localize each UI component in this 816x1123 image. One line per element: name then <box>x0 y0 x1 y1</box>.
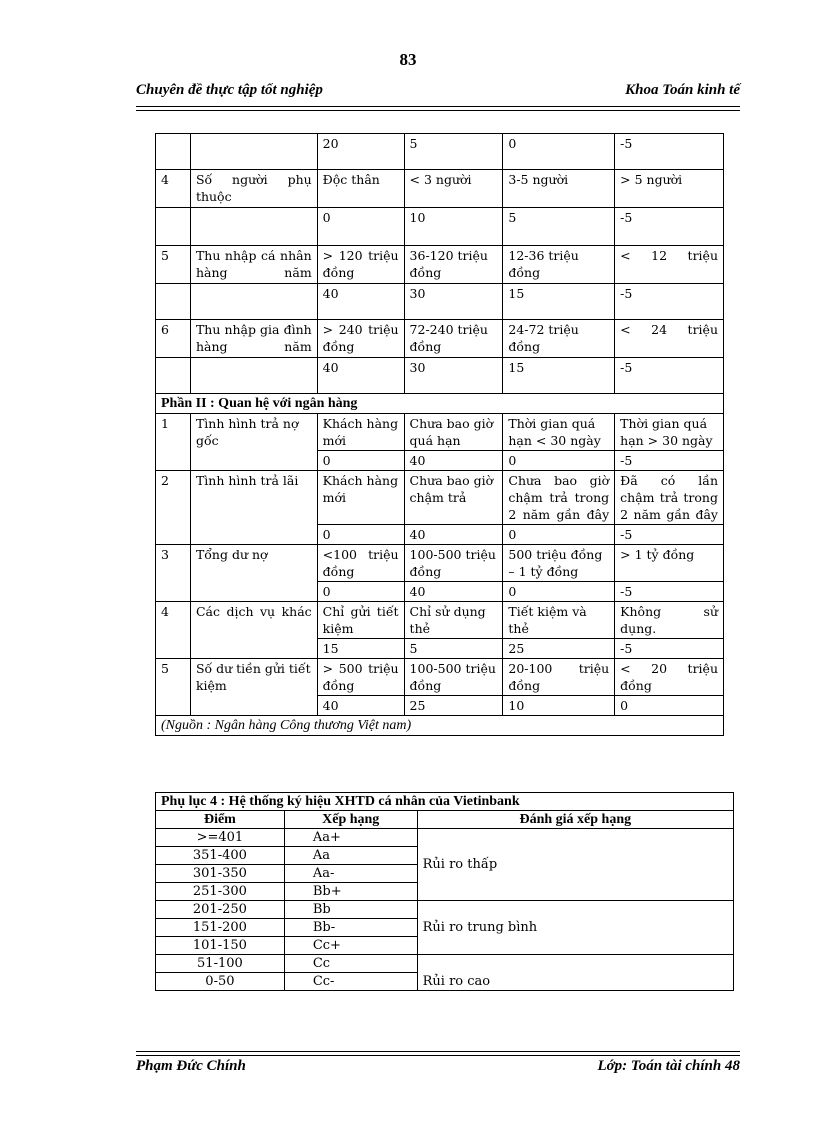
criterion-cell: Các dịch vụ khác <box>190 602 317 659</box>
criterion-cell: Số người phụ thuộc <box>190 170 317 208</box>
criterion-cell: Thu nhập gia đình hàng năm <box>190 320 317 358</box>
score-cell: 40 <box>317 696 404 716</box>
cell <box>190 208 317 246</box>
cell: > 1 tỷ đồng <box>615 545 724 582</box>
rank-cell: Cc+ <box>284 937 417 955</box>
score-cell: 0 <box>615 696 724 716</box>
page-footer <box>136 1058 740 1080</box>
cell: Độc thân <box>317 170 404 208</box>
score-cell: 201-250 <box>156 901 285 919</box>
table-row <box>156 659 724 696</box>
cell: 5 <box>404 134 503 170</box>
score-cell: 151-200 <box>156 919 285 937</box>
cell: < 12 triệu <box>615 246 724 284</box>
row-number: 4 <box>156 170 191 208</box>
score-cell: 30 <box>404 358 503 394</box>
cell: 100-500 triệu đồng <box>404 545 503 582</box>
cell: Không sử dụng. <box>615 602 724 639</box>
footer-rule <box>136 1051 740 1052</box>
score-cell: 301-350 <box>156 865 285 883</box>
criterion-cell: Tổng dư nợ <box>190 545 317 602</box>
criterion-cell <box>190 134 317 170</box>
risk-cell: Rủi ro trung bình <box>417 901 733 955</box>
cell: 20-100 triệu đồng <box>503 659 615 696</box>
risk-cell: Rủi ro thấp <box>417 829 733 901</box>
score-cell: 10 <box>404 208 503 246</box>
row-number: 1 <box>156 414 191 471</box>
cell: > 120 triệu đồng <box>317 246 404 284</box>
score-cell: 351-400 <box>156 847 285 865</box>
header-right: Khoa Toán kinh tế <box>625 82 740 98</box>
score-cell: -5 <box>615 208 724 246</box>
header-rule <box>136 106 740 107</box>
column-header-score: Điểm <box>156 811 285 829</box>
rank-cell: Cc- <box>284 973 417 991</box>
cell: < 3 người <box>404 170 503 208</box>
score-cell: 25 <box>503 639 615 659</box>
score-cell: 30 <box>404 284 503 320</box>
table-row <box>156 358 724 394</box>
score-cell: 0 <box>317 525 404 545</box>
row-number: 3 <box>156 545 191 602</box>
cell <box>190 284 317 320</box>
table-row <box>156 602 724 639</box>
score-cell: 0 <box>503 582 615 602</box>
cell: Tiết kiệm và thẻ <box>503 602 615 639</box>
header-left: Chuyên đề thực tập tốt nghiệp <box>136 82 323 98</box>
rating-table <box>155 792 734 991</box>
score-cell: 51-100 <box>156 955 285 973</box>
scoring-table <box>155 133 724 736</box>
score-cell: 5 <box>503 208 615 246</box>
rank-cell: Bb- <box>284 919 417 937</box>
criterion-cell: Tình hình trả nợ gốc <box>190 414 317 471</box>
score-cell: 10 <box>503 696 615 716</box>
source-note: (Nguồn : Ngân hàng Công thương Việt nam) <box>156 716 724 736</box>
row-number: 6 <box>156 320 191 358</box>
column-header-rank: Xếp hạng <box>284 811 417 829</box>
score-cell: 40 <box>404 582 503 602</box>
cell: < 20 triệu đồng <box>615 659 724 696</box>
row-number: 4 <box>156 602 191 659</box>
source-row <box>156 716 724 736</box>
cell: > 500 triệu đồng <box>317 659 404 696</box>
score-cell: 40 <box>404 451 503 471</box>
risk-cell: Rủi ro cao <box>417 955 733 991</box>
cell: Chưa bao giờ chậm trả <box>404 471 503 525</box>
row-number: 5 <box>156 246 191 284</box>
cell: 24-72 triệu đồng <box>503 320 615 358</box>
cell: Khách hàng mới <box>317 471 404 525</box>
score-cell: -5 <box>615 639 724 659</box>
row-number: 2 <box>156 471 191 545</box>
cell: 100-500 triệu đồng <box>404 659 503 696</box>
rank-cell: Bb <box>284 901 417 919</box>
title-row <box>156 793 734 811</box>
table-row <box>156 829 734 847</box>
cell: <100 triệu đồng <box>317 545 404 582</box>
score-cell: 0-50 <box>156 973 285 991</box>
cell: -5 <box>615 134 724 170</box>
row-number <box>156 134 191 170</box>
score-cell: 0 <box>503 451 615 471</box>
score-cell: -5 <box>615 525 724 545</box>
rank-cell: Aa <box>284 847 417 865</box>
cell: 500 triệu đồng – 1 tỷ đồng <box>503 545 615 582</box>
criterion-cell: Số dư tiền gửi tiết kiệm <box>190 659 317 716</box>
score-cell: 0 <box>317 582 404 602</box>
score-cell: 101-150 <box>156 937 285 955</box>
score-cell: 0 <box>503 525 615 545</box>
table-row <box>156 134 724 170</box>
cell: Khách hàng mới <box>317 414 404 451</box>
score-cell: -5 <box>615 284 724 320</box>
footer-right: Lớp: Toán tài chính 48 <box>597 1058 740 1074</box>
table-row <box>156 545 724 582</box>
criterion-cell: Thu nhập cá nhân hàng năm <box>190 246 317 284</box>
row-number: 5 <box>156 659 191 716</box>
table-row <box>156 320 724 358</box>
score-cell: -5 <box>615 582 724 602</box>
score-cell: 15 <box>317 639 404 659</box>
header-row <box>156 811 734 829</box>
table-title: Phụ lục 4 : Hệ thống ký hiệu XHTD cá nhân của Vietinbank <box>156 793 734 811</box>
score-cell: 40 <box>317 284 404 320</box>
cell: > 240 triệu đồng <box>317 320 404 358</box>
cell: 20 <box>317 134 404 170</box>
table-row <box>156 208 724 246</box>
cell: Chưa bao giờ chậm trả trong 2 năm gần đây <box>503 471 615 525</box>
score-cell: 0 <box>317 208 404 246</box>
cell: Thời gian quá hạn > 30 ngày <box>615 414 724 451</box>
rank-cell: Cc <box>284 955 417 973</box>
table-row <box>156 284 724 320</box>
cell <box>156 284 191 320</box>
cell: 12-36 triệu đồng <box>503 246 615 284</box>
footer-left: Phạm Đức Chính <box>136 1058 246 1074</box>
cell: > 5 người <box>615 170 724 208</box>
table-row <box>156 414 724 451</box>
cell: Chỉ gửi tiết kiệm <box>317 602 404 639</box>
score-cell: 0 <box>317 451 404 471</box>
score-cell: -5 <box>615 358 724 394</box>
cell: Thời gian quá hạn < 30 ngày <box>503 414 615 451</box>
section-title: Phần II : Quan hệ với ngân hàng <box>156 394 724 414</box>
rank-cell: Aa+ <box>284 829 417 847</box>
table-row <box>156 955 734 973</box>
header-rule-2 <box>136 110 740 111</box>
cell <box>156 208 191 246</box>
cell <box>156 358 191 394</box>
score-cell: >=401 <box>156 829 285 847</box>
cell: 36-120 triệu đồng <box>404 246 503 284</box>
table-row <box>156 471 724 525</box>
cell: 0 <box>503 134 615 170</box>
table-row <box>156 170 724 208</box>
footer-rule-2 <box>136 1055 740 1056</box>
section-row <box>156 394 724 414</box>
page-header <box>136 82 740 104</box>
table-row <box>156 901 734 919</box>
page-number: 83 <box>399 50 417 69</box>
score-cell: 25 <box>404 696 503 716</box>
rank-cell: Bb+ <box>284 883 417 901</box>
table-row <box>156 246 724 284</box>
rank-cell: Aa- <box>284 865 417 883</box>
score-cell: 40 <box>404 525 503 545</box>
cell: Đã có lần chậm trả trong 2 năm gần đây <box>615 471 724 525</box>
score-cell: 40 <box>317 358 404 394</box>
score-cell: -5 <box>615 451 724 471</box>
cell: < 24 triệu <box>615 320 724 358</box>
column-header-assessment: Đánh giá xếp hạng <box>417 811 733 829</box>
score-cell: 15 <box>503 284 615 320</box>
score-cell: 5 <box>404 639 503 659</box>
cell: Chỉ sử dụng thẻ <box>404 602 503 639</box>
cell: 3-5 người <box>503 170 615 208</box>
cell: 72-240 triệu đồng <box>404 320 503 358</box>
cell: Chưa bao giờ quá hạn <box>404 414 503 451</box>
cell <box>190 358 317 394</box>
score-cell: 251-300 <box>156 883 285 901</box>
criterion-cell: Tình hình trả lãi <box>190 471 317 545</box>
score-cell: 15 <box>503 358 615 394</box>
